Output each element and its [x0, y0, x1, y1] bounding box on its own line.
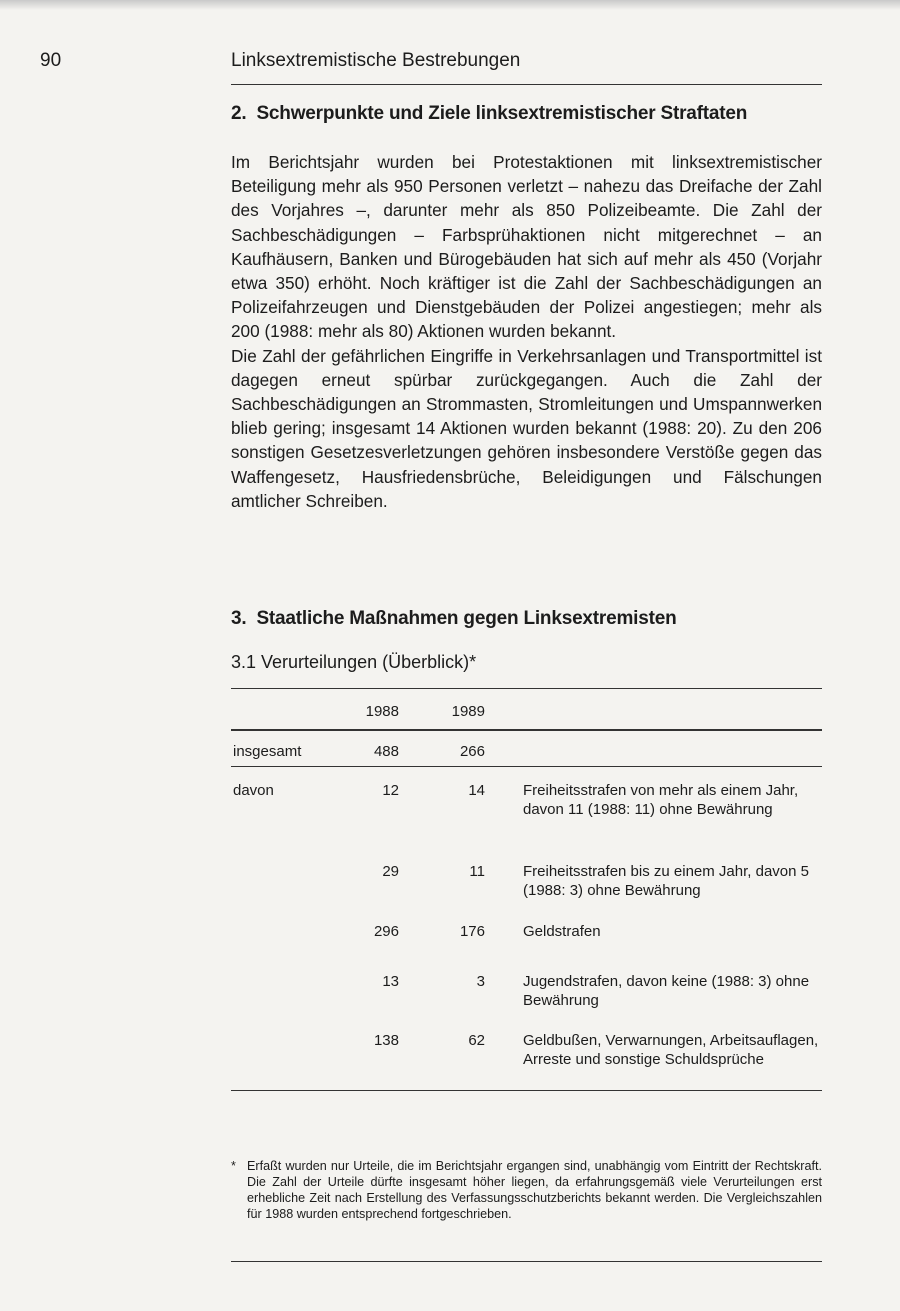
value-1988: 488	[373, 743, 399, 760]
value-1989: 62	[468, 1032, 485, 1049]
subsection-heading: 3.1 Verurteilungen (Überblick)*	[231, 652, 477, 672]
row-description: Freiheitsstrafen bis zu einem Jahr, davon 5 (1988: 3) ohne Bewährung	[523, 863, 809, 899]
section-2-body	[231, 150, 822, 513]
value-1988: 138	[373, 1032, 399, 1049]
running-title: Linksextremistische Bestrebungen	[231, 50, 521, 71]
page-number: 90	[40, 50, 62, 71]
row-description: Geldbußen, Verwarnungen, Arbeitsauflagen, Arreste und sonstige Schuldsprüche	[523, 1032, 819, 1068]
table-bottom-rule	[231, 1090, 822, 1091]
footnote-text: Erfaßt wurden nur Urteile, die im Berichtsjahr ergangen sind, unabhängig vom Eintritt der Rechtskraft. Die Zahl der Urteile dürfte insgesamt höher liegen, da erfahrungsgemäß viele Verurteilungen erst erhebliche Zeit nach Erstellung des Verfassungsschutzberichts bekannt werden. Die Vergleichszahlen für 1988 wurden entsprechend fortgeschrieben.	[247, 1159, 822, 1221]
row-description: Freiheitsstrafen von mehr als einem Jahr, davon 11 (1988: 11) ohne Bewährung	[523, 782, 799, 818]
row-label: davon	[233, 782, 274, 799]
header-rule	[231, 84, 822, 85]
section-2-title: Schwerpunkte und Ziele linksextremistischer Straftaten	[256, 103, 748, 124]
paragraph-1: Im Berichtsjahr wurden bei Protestaktionen mit linksextremistischer Beteiligung mehr als 950 Personen verletzt – nahezu das Dreifache der Zahl des Vorjahres –, darunter mehr als 850 Polizeibeamte. Die Zahl der Sachbeschädigungen – Farbsprühaktionen nicht mitgerechnet – an Kaufhäusern, Banken und Bürogebäuden hat sich auf mehr als 450 (Vorjahr etwa 350) erhöht. Noch kräftiger ist die Zahl der Sachbeschädigungen an Polizeifahrzeugen und Dienstgebäuden der Polizei angestiegen; mehr als 200 (1988: mehr als 80) Aktionen wurden bekannt.	[231, 152, 822, 342]
value-1989: 266	[459, 743, 485, 760]
section-3-title: Staatliche Maßnahmen gegen Linksextremisten	[256, 608, 677, 629]
section-3-number: 3.	[231, 608, 247, 629]
page-header	[0, 50, 900, 80]
column-header-1988: 1988	[365, 703, 399, 720]
table-top-rule	[231, 688, 822, 689]
footnote-marker: *	[231, 1159, 236, 1173]
section-2-heading	[231, 103, 822, 125]
value-1989: 176	[459, 923, 485, 940]
row-label: insgesamt	[233, 743, 302, 760]
footer-rule	[231, 1261, 822, 1262]
value-1989: 3	[476, 973, 485, 990]
section-2	[231, 103, 822, 125]
header-rule-thick	[231, 729, 822, 731]
total-row-rule	[231, 766, 822, 767]
value-1988: 13	[382, 973, 399, 990]
page-edge-shadow	[0, 0, 900, 10]
row-description: Jugendstrafen, davon keine (1988: 3) ohne Bewährung	[523, 973, 810, 1009]
value-1988: 29	[382, 863, 399, 880]
value-1989: 11	[469, 863, 485, 880]
column-header-1989: 1989	[451, 703, 485, 720]
value-1988: 12	[382, 782, 399, 799]
row-description: Geldstrafen	[523, 923, 601, 940]
section-3	[231, 608, 822, 630]
value-1989: 14	[468, 782, 485, 799]
value-1988: 296	[373, 923, 399, 940]
footnote	[231, 1158, 822, 1222]
section-2-number: 2.	[231, 103, 247, 124]
section-3-heading	[231, 608, 822, 630]
paragraph-2: Die Zahl der gefährlichen Eingriffe in Verkehrsanlagen und Transportmittel ist dagegen erneut spürbar zurückgegangen. Auch die Zahl der Sachbeschädigungen an Strommasten, Stromleitungen und Umspannwerken blieb gering; insgesamt 14 Aktionen wurden bekannt (1988: 20). Zu den 206 sonstigen Gesetzesverletzungen gehören insbesondere Verstöße gegen das Waffengesetz, Hausfriedensbrüche, Beleidigungen und Fälschungen amtlicher Schreiben.	[231, 345, 822, 511]
